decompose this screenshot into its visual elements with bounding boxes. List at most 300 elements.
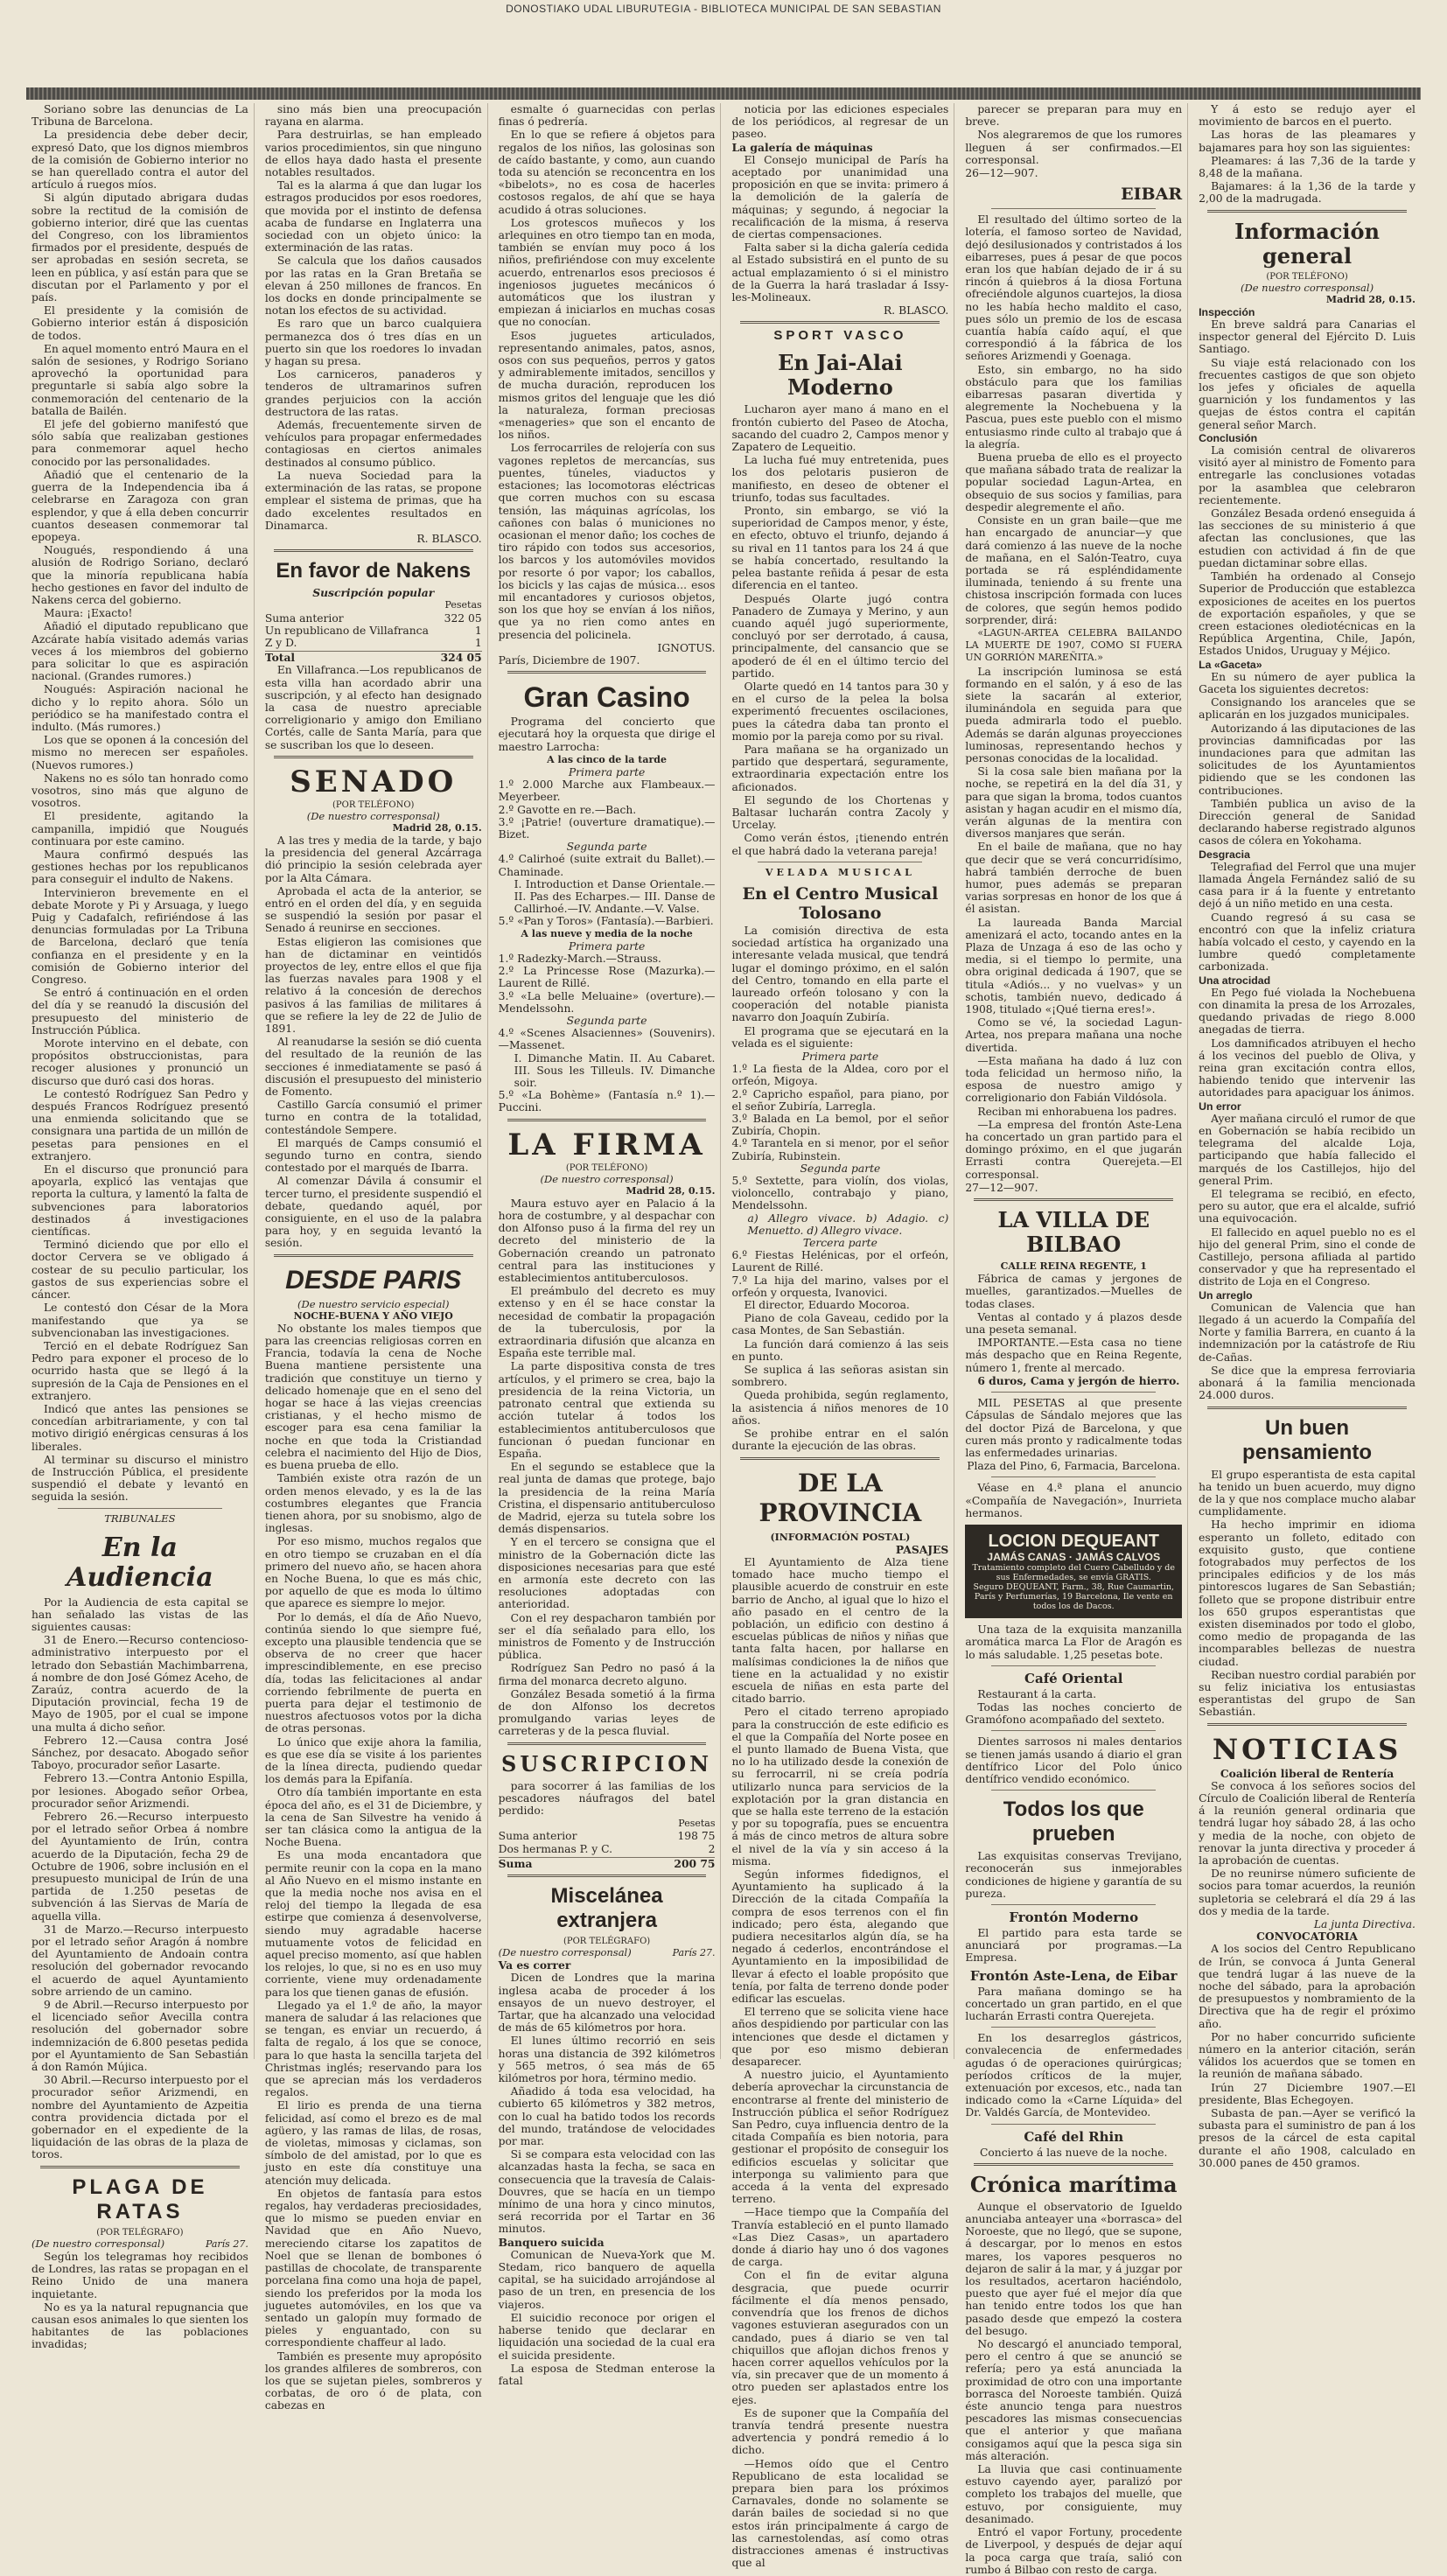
paragraph: Además, frecuentemente sirven de vehículos para propagar enfermedades contagiosas en ciertos animales destinados al consumo público. bbox=[264, 419, 482, 469]
paragraph: 6 duros, Cama y jergón de hierro. bbox=[977, 1373, 1180, 1387]
program-item: 4.º «Scenes Alsaciennes» (Souvenirs). —Massenet. bbox=[498, 1027, 716, 1052]
paragraph: Reciban nuestro cordial parabién por su feliz iniciativa los entusiastas esperantistas del grupo de San Sebastián. bbox=[1199, 1668, 1416, 1719]
paragraph: Lo único que exije ahora la familia, es que ese día se visite á los parientes de la línea directa, pudiendo quedar los demás para la Epifanía. bbox=[264, 1735, 482, 1786]
paragraph: Por eso mismo, muchos regalos que en otro tiempo se cruzaban en el día primero del nuevo año, se hacen ahora en Noche Buena, lo que es más chic, por aquello de que es moda lo último que aparece es siempre lo mejor. bbox=[264, 1535, 482, 1610]
correspondent-line: (De nuestro corresponsal) bbox=[540, 1172, 674, 1185]
paragraph: Falta saber si la dicha galería cedida al Estado subsistirá en el punto de su actual emplazamiento ó si el ministro de la Guerra la hará trasladar á Issy-les-Molineaux. bbox=[731, 241, 949, 304]
section-title-senado: SENADO bbox=[290, 764, 458, 799]
paragraph: noticia por las ediciones especiales de los periódicos, al regresar de un paseo. bbox=[731, 103, 949, 141]
paragraph: 9 de Abril.—Recurso interpuesto por el licenciado señor Avecilla contra resolución del gobernador sobre indemnización de 6.800 pesetas pedida por el Ayuntamiento de San Sebastián á don Ramón Mújica. bbox=[31, 1999, 248, 2074]
ad-title-cafe-oriental: Café Oriental bbox=[1024, 1670, 1123, 1686]
paragraph: El presidente, agitando la campanilla, impidió que Nougués continuara por este camino. bbox=[31, 810, 248, 848]
paragraph: La comisión central de olivareros visitó ayer al ministro de Fomento para entregarle las conclusiones votadas por la asamblea que celebraron recientemente. bbox=[1199, 444, 1416, 506]
paragraph: La comisión directiva de esta sociedad artística ha organizado una interesante velada musical, que tendrá lugar el domingo próximo, en el salón del Centro, tomando en ella parte el laureado orfeón tolosano y con la cooperación del notable pianista navarro don Joaquín Zubiría. bbox=[731, 924, 949, 1024]
paragraph: Consignando los aranceles que se aplicarán en los juzgados municipales. bbox=[1199, 696, 1416, 722]
paragraph: Los grotescos muñecos y los arlequines en otro tiempo tan en moda, también se envían muy poco á los niños, prefiriéndose con muy excelente acuerdo, entrenarlos esos preciosos é ingeniosos juguetes mecánicos ó automáticos que los ilustran y empiezan á iniciarlos en muchas cosas que no conocían. bbox=[498, 216, 716, 329]
paragraph: El suicidio reconoce por origen el haberse tenido que declarar en liquidación una sociedad de la cual era el suicida presidente. bbox=[498, 2311, 716, 2362]
paragraph: De no reunirse número suficiente de socios para tomar acuerdos, la reunión supletoria se celebrará el día 29 á las dos y media de la tarde. bbox=[1199, 1867, 1416, 1917]
program-part: Segunda parte bbox=[566, 841, 647, 854]
paragraph: Rodríguez San Pedro no pasó á la firma del monarca decreto alguno. bbox=[498, 1662, 716, 1687]
paragraph: Febrero 12.—Causa contra José Sánchez, por desacato. Abogado señor Taboyo, procurador señor Lasarte. bbox=[31, 1734, 248, 1772]
paragraph: También es presente muy apropósito los grandes alfileres de sombreros, con los que se sujetan pieles, sombreros y corbatas, de oro ó de plata, con cabezas en bbox=[264, 2349, 482, 2412]
paragraph: Programa del concierto que ejecutará hoy la orquesta que dirige el maestro Larrocha: bbox=[498, 716, 716, 753]
paragraph: Subasta de pan.—Ayer se verificó la subasta para el suministro de pan á los presos de la cárcel de esta capital durante el año 1908, calculado en 30.000 panes de 450 gramos. bbox=[1199, 2107, 1416, 2169]
paragraph: También existe otra razón de un orden menos elevado, y es la de las costumbres elegantes que Francia tienen ahora, por su snobismo, algo de inglesas. bbox=[264, 1472, 482, 1535]
divider bbox=[507, 1742, 707, 1745]
ad-locion-dequeant bbox=[965, 1525, 1182, 1618]
paragraph: Ayer mañana circuló el rumor de que en Gobernación se había recibido un telegrama del alcalde Loja, participando que había fallecido el marqués de los Castillejos, hijo del general Prim. bbox=[1199, 1112, 1416, 1187]
paragraph: La presidencia debe deber decir, expresó Dato, que los dignos miembros de la comisión de Gobierno interior no se han querellado contra el autor del artículo á ruegos míos. bbox=[31, 129, 248, 192]
divider bbox=[507, 1874, 707, 1877]
column-5 bbox=[960, 103, 1188, 2576]
paragraph: Por lo demás, el día de Año Nuevo, continúa siendo lo que siempre fué, excepto una plausible tendencia que se observa de no creer que hacer imprescindiblemente, en ese preciso día, todas las felicitaciones al andar corriendo febrilmente de puerta en puerta para dejar el testimonio de nuestros afectuosos votos por la dicha de otras personas. bbox=[264, 1610, 482, 1735]
paragraph: 31 de Enero.—Recurso contencioso-administrativo interpuesto por el letrado don Sebastián Machimbarrena, á nombre de don José Gómez Aceho, de Zaraúz, contra acuerdo de la Diputación provincial, fecha 19 de Mayo de 1905, por el cual se impone una multa á dicho señor. bbox=[31, 1634, 248, 1734]
program-item: 2.º Capricho español, para piano, por el señor Zubiría, Larregla. bbox=[731, 1087, 949, 1113]
divider bbox=[58, 1508, 222, 1509]
column-4 bbox=[726, 103, 954, 2570]
paragraph: Con el fin de evitar alguna desgracia, que puede ocurrir fácilmente el día menos pensado, convendría que los frenos de dichos vagones estuvieran asegurados con un candado, pues á diario se ven tal chiquillos que aflojan dichos frenos y hacen correr aquellos vehículos por la vía, sin precaver que de un momento á otro pueden ser aplastados entre los ejes. bbox=[731, 2269, 949, 2406]
dateline: Madrid 28, 0.15. bbox=[1325, 293, 1416, 305]
paragraph: Por la Audiencia de esta capital se han señalado las vistas de las siguientes causas: bbox=[31, 1595, 248, 1633]
paragraph: Febrero 26.—Recurso interpuesto por el letrado señor Orbea á nombre del Ayuntamiento de Irún, contra acuerdo de la Diputación, fecha 29 de Octubre de 1906, sobre inclusión en el presupuesto municipal de Irún de una partida de 1.250 pesetas de subvención á las Siervas de María de aquella villa. bbox=[31, 1811, 248, 1923]
paragraph: Añadió el diputado republicano que Azcárate había visitado además varias veces á los miembros del gobierno para solicitar lo que es aspiración nacional. (Grandes rumores.) bbox=[31, 620, 248, 683]
paragraph: Nougués: Aspiración nacional he dicho y lo repito ahora. Sólo un periódico se ha manifestado contra el indulto. (Más rumores.) bbox=[31, 683, 248, 733]
section-kicker: SPORT VASCO bbox=[773, 328, 907, 344]
paragraph: No es ya la natural repugnancia que causan esos animales lo que sienten los habitantes de las poblaciones invadidas; bbox=[31, 2300, 248, 2351]
program-part: Segunda parte bbox=[800, 1162, 881, 1175]
paragraph: Maura: ¡Exacto! bbox=[44, 607, 133, 620]
source-line: (POR TELÉFONO) bbox=[332, 799, 415, 810]
paragraph: Al reanudarse la sesión se dió cuenta del resultado de la reunión de las secciones é inmediatamente se pasó á discusión el presupuesto del ministerio de Fomento. bbox=[264, 1036, 482, 1099]
paragraph: En breve saldrá para Canarias el inspector general del Ejército D. Luis Santiago. bbox=[1199, 318, 1416, 356]
paragraph: Indicó que antes las pensiones se concedían arbitrariamente, y con tal motivo dirigió enérgicas censuras á los liberales. bbox=[31, 1402, 248, 1453]
ledger-value: 322 05 bbox=[444, 611, 482, 625]
column-header-pesetas: Pesetas bbox=[444, 599, 482, 611]
paragraph: Telegrafiad del Ferrol que una mujer llamada Ángela Fernández salió de su casa para ir á la fuente y entretanto dejó á un niño metido en una cesta. bbox=[1199, 860, 1416, 911]
paragraph: A los socios del Centro Republicano de Irún, se convoca á Junta General que tendrá lugar á las nueve de la noche del sábado, para la aprobación de presupuestos y nombramiento de la Directiva que ha de regir el próximo año. bbox=[1199, 1943, 1416, 2030]
paragraph: Esto, sin embargo, no ha sido obstáculo para que los familias eibarresas pasaran divertida y alegremente la Nochebuena y la Pascua, pues este pueblo con el mismo entusiasmo rinde culto al trabajo que á la alegría. bbox=[965, 363, 1183, 450]
paragraph: Se calcula que los daños causados por las ratas en la Gran Bretaña se elevan á 250 millones de francos. En los docks en donde principalmente se notan los efectos de su actividad. bbox=[264, 255, 482, 318]
subheading: La galería de máquinas bbox=[731, 140, 873, 154]
divider bbox=[1207, 210, 1407, 213]
section-title-miscelanea: Miscelánea extranjera bbox=[550, 1884, 663, 1932]
paragraph: No descargó el anunciado temporal, pero el centro á que se anunció se refería; pero ya está anunciada la proximidad de otro con una importante borrasca del Noroeste también. Quizá éste anuncio tenga para nuestros pescadores las mismas consecuencias que el anterior y que mañana consigamos aquí que la pesca siga sin más alteración. bbox=[965, 2338, 1183, 2462]
paragraph: Concierto á las nueve de la noche. bbox=[979, 2146, 1168, 2159]
paragraph: Castillo García consumió el primer turno en contra de la totalidad, contestándole Sempere. bbox=[264, 1099, 482, 1136]
paragraph: Una taza de la exquisita manzanilla aromática marca La Flor de Aragón es lo más saludable. 1,25 pesetas bote. bbox=[965, 1623, 1183, 1661]
paragraph: El grupo esperantista de esta capital ha tenido un buen acuerdo, muy digno de la y que nos complace mucho alabar cumplidamente. bbox=[1199, 1468, 1416, 1518]
paragraph: Le contestó don César de la Mora manifestando que ya se subvencionaban las investigaciones. bbox=[31, 1302, 248, 1339]
paragraph: Nos alegraremos de que los rumores lleguen á ser confirmados.—El corresponsal. bbox=[965, 129, 1183, 166]
paragraph: Dicen de Londres que la marina inglesa acaba de proceder á los ensayos de un nuevo destroyer, el Tartar, que ha alcanzado una velocidad de más de 65 kilómetros por hora. bbox=[498, 1972, 716, 2035]
ledger-label: Suma anterior bbox=[264, 611, 344, 625]
divider bbox=[1207, 1723, 1407, 1726]
column-6 bbox=[1193, 103, 1421, 2169]
paragraph: El jefe del gobierno manifestó que sólo sabía que realizaban gestiones para conmemorar aquel hecho conocido por las personalidades. bbox=[31, 418, 248, 468]
section-title-plaga: PLAGA DE RATAS bbox=[72, 2175, 208, 2223]
paragraph: En los desarreglos gástricos, convalecencia de enfermedades agudas ó de operaciones quirúrgicas; períodos críticos de la mujer, extenuación por excesos, etc., nada tan indicado como la «Carne Líquida» del Dr. Valdés García, de Montevideo. bbox=[965, 2032, 1183, 2119]
paragraph: Plaza del Pino, 6, Farmacia, Barcelona. bbox=[967, 1460, 1181, 1473]
paragraph: Después Olarte jugó contra Panadero de Zumaya y Merino, y aun cuando aquél jugó superiormente, concluyó por ser derrotado, á causa, principalmente, del cansancio que se apoderó de él en el último tercio del partido. bbox=[731, 592, 949, 680]
paragraph: El partido para esta tarde se anunciará por programas.—La Empresa. bbox=[965, 1926, 1183, 1965]
program-item: 5.º Sextette, para violín, dos violas, violoncello, contrabajo y piano, Mendelssohn. bbox=[731, 1175, 949, 1212]
paragraph: Se suplica á las señoras asistan sin sombrero. bbox=[731, 1364, 949, 1389]
paragraph: Nougués, respondiendo á una alusión de Rodrigo Soriano, declaró que la minoría republicana había hecho gestiones en favor del indulto de Nakens cerca del gobierno. bbox=[31, 544, 248, 606]
program-part: Primera parte bbox=[801, 1051, 879, 1063]
paragraph: Llegado ya el 1.º de año, la mayor manera de saludar á las relaciones que se tengan, es enviar un recuerdo, á falta de regalo, á los que se conoce, para lo que hasta la sencilla tarjeta del Christmas inglés; reservando para los que se aprecian más los verdaderos regalos. bbox=[264, 1999, 482, 2099]
program-item: 5.º «Pan y Toros» (Fantasía).—Barbieri. bbox=[498, 915, 714, 928]
divider bbox=[274, 1254, 473, 1257]
column-header-pesetas: Pesetas bbox=[678, 1818, 716, 1830]
ad-text: Tratamiento completo del Cuero Cabelludo y de sus Enfermedades, se envía GRATIS. bbox=[972, 1563, 1175, 1583]
program-item: 3.º «La belle Meluaine» (overture).— Mendelssohn. bbox=[498, 989, 716, 1015]
paragraph: sino más bien una preocupación rayana en alarma. bbox=[264, 103, 482, 129]
paragraph: Lucharon ayer mano á mano en el frontón cubierto del Paseo de Atocha, sacando del cuadro 2, Campos menor y Zapatero de Lequeitio. bbox=[731, 403, 949, 454]
paragraph: En aquel momento entró Maura en el salón de sesiones, y Rodrigo Soriano aprovechó la oportunidad para preguntarle si sabía algo sobre la conmemoración del centenario de la batalla de Bailén. bbox=[31, 342, 248, 417]
ad-headline: LOCION DEQUEANT bbox=[988, 1531, 1159, 1551]
paragraph: Como se vé, la sociedad Lagun-Artea, nos prepara mañana una noche divertida. bbox=[965, 1016, 1183, 1054]
divider bbox=[991, 2027, 1156, 2028]
section-title-audiencia: En la Audiencia bbox=[66, 1532, 213, 1593]
paragraph: La laureada Banda Marcial amenizará el acto, tocando antes en la Plaza de Unzaga á eso de las ocho y media, si el tiempo lo permite, una obra original dedicada á 1907, que se titula «Adiós... y no vuelvas» y un schotis, también nuevo, dedicado á 1908, titulado «¡Qué tierna eres!». bbox=[965, 916, 1183, 1016]
divider bbox=[1207, 1407, 1407, 1409]
paragraph: para socorrer á las familias de los pescadores náufragos del batel perdido: bbox=[498, 1779, 716, 1817]
paragraph: esmalte ó guarnecidas con perlas finas ó pedrería. bbox=[498, 103, 716, 129]
paragraph: Maura confirmó después las gestiones hechas por los republicanos para conseguir el indulto de Nakens. bbox=[31, 848, 248, 886]
paragraph: Restaurant á la carta. bbox=[977, 1687, 1097, 1700]
dateline: Madrid 28, 0.15. bbox=[392, 821, 482, 834]
paragraph: La lluvia que casi continuamente estuvo cayendo ayer, paralizó por completo los trabajos del muelle, que estuvo, por consiguiente, muy desanimado. bbox=[965, 2463, 1183, 2525]
ad-title-villa-bilbao: LA VILLA DE BILBAO bbox=[997, 1207, 1150, 1258]
paragraph: Tal es la alarma á que dan lugar los estragos producidos por esos roedores, que movida por el instinto de defensa acaba de fundarse en Inglaterra una sociedad con un objeto único: la exterminación de las ratas. bbox=[264, 179, 482, 255]
paragraph: En Villafranca.—Los republicanos de esta villa han acordado abrir una suscripción, y al efecto han designado la casa de nuestro apreciable correligionario y amigo don Emiliano Cortés, calle de Santa María, para que se suscriban los que lo deseen. bbox=[264, 664, 482, 751]
paragraph: Es de suponer que la Compañía del tranvía tendrá presente nuestra advertencia y pondrá remedio á lo dicho. bbox=[731, 2406, 949, 2457]
ledger-value: 324 05 bbox=[440, 651, 482, 665]
paragraph: Los ferrocarriles de relojería con sus vagones repletos de mercancías, sus puentes, túneles, viaductos y estaciones; las locomotoras eléctricas que corren muchos con su escasa tensión, las máquinas agrícolas, los cañones con balas ó municiones no ocasionan el menor daño; los coches de tiro rápido con todos sus accesorios, los barcos y los automóviles movidos por resorte ó por vapor; los caballos, los bicicls y las cajas de música... esos mil encantadores y curiosos objetos, son los que hoy se envían á los niños, que ya no rien como antes en presencia del policinela. bbox=[498, 442, 716, 641]
paragraph: El resultado del último sorteo de la lotería, el famoso sorteo de Navidad, dejó desilusionados y contristados á los eibarreses, pues á pesar de que pocos eran los que habían dejado de ir á su rincón á quiebros á la diosa Fortuna ofreciéndole algunos cuartejos, la diosa no les había hecho maldito el caso, pues sólo un premio de los de escasa cuantía había caído aquí, el que correspondió á la fábrica de los señores Arizmendi y Goenaga. bbox=[965, 213, 1183, 363]
paragraph: Maura estuvo ayer en Palacio á la hora de costumbre, y al despachar con don Alfonso puso á la firma del rey un decreto del ministerio de la Gobernación creando un patronato central para las instituciones y establecimientos antituberculosos. bbox=[498, 1197, 716, 1285]
program-heading: A las cinco de la tarde bbox=[547, 753, 667, 765]
paragraph: —Esta mañana ha dado á luz con toda felicidad un hermoso niño, la esposa de nuestro amigo y correligionario don Fabián Vildósola. bbox=[965, 1054, 1183, 1105]
ledger-row bbox=[265, 612, 482, 625]
section-title-informacion-general: Información general bbox=[1234, 218, 1380, 269]
program-item: 2.º La Princesse Rose (Mazurka).— Laurent de Rillé. bbox=[498, 965, 716, 990]
source-line: (POR TELÉFONO) bbox=[1266, 271, 1348, 282]
paragraph: —Hemos oído que el Centro Republicano de esta localidad se prepara bien para los próximos Carnavales, donde no solamente se darán bailes de sociedad si no que estos irán principalmente á cargo de las carnestolendas, así como otras distracciones amenas é instructivas que al bbox=[731, 2457, 949, 2570]
paragraph: Para destruirlas, se han empleado varios procedimientos, sin que ninguno de ellos haya dado hasta el presente notables resultados. bbox=[264, 129, 482, 179]
paragraph: Estas eligieron las comisiones que han de dictaminar en veintidós proyectos de ley, entre ellos el que fija las fuerzas navales para 1908 y el relativo á la concesión de derechos pasivos á las familias de militares á que se refiere la ley de 22 de Julio de 1891. bbox=[264, 935, 482, 1035]
paragraph: El Ayuntamiento de Alza tiene tomado hace mucho tiempo el plausible acuerdo de construir en este barrio de Ancho, al igual que lo hizo el año pasado en el centro de la población, un edificio con destino á escuelas públicas de niños y niñas que tanta falta hacen, por hallarse en malísimas condiciones la de niños que tiene en la actualidad y no existir escuela de niñas en esta parte del citado barrio. bbox=[731, 1555, 949, 1706]
divider bbox=[974, 2163, 1173, 2166]
paragraph: 31 de Marzo.—Recurso interpuesto por el letrado señor Aragón á nombre del Ayuntamiento de Andoain contra resolución del gobernador revocando el acuerdo de aquel Ayuntamiento sobre arriendo de un camino. bbox=[31, 1923, 248, 1998]
ledger-label: Suma bbox=[498, 1856, 533, 1870]
ad-title-fronton-aste-lena: Frontón Aste-Lena, de Eibar bbox=[969, 1967, 1178, 1984]
paragraph: Ha hecho imprimir en idioma esperanto un folleto, editado con exquisito gusto, que contiene fotograbados muy perfectos de los principales edificios y de los más pintorescos lugares de San Sebastián; folleto que se propone distribuir entre los 650 grupos esperantistas que existen diseminados por todo el globo, como medio de propaganda de las incomparables bellezas de nuestra ciudad. bbox=[1199, 1518, 1416, 1668]
ledger-row bbox=[265, 625, 482, 637]
program-subitems: I. Introduction et Danse Orientale.—II. Pas des Echarpes.— III. Danse de Callirhoé.—IV. Andante.—V. Valse. bbox=[514, 877, 716, 916]
paragraph: La lucha fué muy entretenida, pues los dos pelotaris pusieron de manifiesto, en deseo de obtener el triunfo, todas sus facultades. bbox=[731, 454, 949, 504]
paragraph: Intervinieron brevemente en el debate Morote y Pi y Arsuaga, y luego Puig y Cadafalch, refiriéndose á las denuncias formuladas por La Tribuna de Barcelona, declaró que tenía confianza en el presidente y en la comisión de Gobierno interior del Congreso. bbox=[31, 886, 248, 987]
signature: IGNOTUS. bbox=[657, 641, 716, 654]
paragraph: Aunque el observatorio de Igueldo anunciaba anteayer una «borrasca» del Noroeste, que no llegó, que se supone, á descargar, por lo menos en estos mares, los vapores pesqueros no dejaron de salir á la mar, y á juzgar por los resultados, acertaron haciéndolo, puesto que ayer fué el mejor día que han tenido entre todos los que han pasado desde que empezó la costera del besugo. bbox=[965, 2200, 1183, 2337]
paragraph: Dientes sarrosos ni males dentarios se tienen jamás usando á diario el gran dentífrico Licor del Polo único dentífrico vendido económico. bbox=[965, 1735, 1183, 1785]
paragraph: Autorizando á las diputaciones de las provincias damnificadas por las inundaciones para que admitan las solicitudes de los Ayuntamientos pidiendo que se les condonen las contribuciones. bbox=[1199, 722, 1416, 797]
correspondent-line: (De nuestro corresponsal) bbox=[498, 1946, 632, 1958]
paragraph: Nakens no es sólo tan honrado como vosotros, sino más que alguno de vosotros. bbox=[31, 771, 248, 810]
paragraph: 30 Abril.—Recurso interpuesto por el procurador señor Arizmendi, en nombre del Ayuntamiento de Azpeitia contra providencia dictada por el gobernador en el expediente de la liquidación de las obras de la plaza de toros. bbox=[31, 2074, 248, 2161]
dateline: 26—12—907. bbox=[965, 167, 1038, 180]
paragraph: Otro día también importante en esta época del año, es el 31 de Diciembre, y la cena de San Silvestre ha venido á ser tan clásica como la antigua de la Noche Buena. bbox=[264, 1786, 482, 1849]
ledger-row bbox=[265, 637, 482, 649]
program-item: 1.º Radezky-March.—Strauss. bbox=[498, 953, 661, 965]
section-title-paris: DESDE PARIS bbox=[285, 1265, 462, 1295]
paragraph: El telegrama se recibió, en efecto, pero su autor, que era el alcalde, sufrió una equivocación. bbox=[1199, 1188, 1416, 1225]
section-title-eibar: EIBAR bbox=[1121, 185, 1183, 205]
paragraph: Al comenzar Dávila á consumir el tercer turno, el presidente suspendió el debate, quedando aquél, por consiguiente, en el uso de la palabra para hoy, y en seguida levantó la sesión. bbox=[264, 1175, 482, 1250]
paragraph: Terminó diciendo que por ello el doctor Cervera se ve obligado á costear de su peculio particular, los gastos de sus experiencias sobre el cáncer. bbox=[31, 1239, 248, 1302]
dateline: París, Diciembre de 1907. bbox=[498, 653, 640, 667]
divider bbox=[991, 1392, 1156, 1393]
program-part: Primera parte bbox=[568, 939, 646, 953]
section-title-centro-musical: En el Centro Musical Tolosano bbox=[742, 883, 939, 923]
paragraph: Se entró á continuación en el orden del día y se reanudó la discusión del presupuesto del ministerio de Instrucción Pública. bbox=[31, 987, 248, 1037]
paragraph: Se convoca á los señores socios del Círculo de Coalición liberal de Rentería á la reunión general ordinaria que tendrá lugar hoy sábado 28, á las ocho y media de la noche, con objeto de renovar la junta directiva y proceder á la aprobación de cuentas. bbox=[1199, 1779, 1416, 1867]
subheading: Conclusión bbox=[1199, 431, 1258, 444]
divider bbox=[274, 549, 473, 552]
paragraph: Buena prueba de ello es el proyecto que mañana sábado trata de realizar la popular sociedad Lagun-Artea, en obsequio de sus socios y familias, para despedir alegremente el año. bbox=[965, 451, 1183, 513]
divider bbox=[507, 671, 707, 674]
paragraph: En Pego fué violada la Nochebuena con dinamita la presa de los Arrozales, quedando privadas de riego 8.000 anegadas de tierra. bbox=[1199, 986, 1416, 1037]
paragraph: Los carniceros, panaderos y tenderos de ultramarinos sufren grandes perjuicios con la acción destructora de las ratas. bbox=[264, 368, 482, 418]
paragraph: Y en el tercero se consigna que el ministro de la Gobernación dicte las disposiciones necesarias para que esté en armonía este decreto con las resoluciones adoptadas con anterioridad. bbox=[498, 1536, 716, 1611]
ledger-row bbox=[499, 1830, 716, 1842]
ledger-label: Suma anterior bbox=[498, 1830, 577, 1843]
section-kicker: TRIBUNALES bbox=[104, 1511, 176, 1525]
section-title-buen-pensamiento: Un buen pensamiento bbox=[1242, 1415, 1373, 1464]
program-subitems: I. Dimanche Matin. II. Au Cabaret. III. Sous les Tilleuls. IV. Dimanche soir. bbox=[514, 1051, 716, 1090]
section-title-suscripcion: SUSCRIPCION bbox=[501, 1750, 713, 1777]
paragraph: Morote intervino en el debate, con propósitos obstruccionistas, para recoger alusiones y pronunció un discurso que duró casi dos horas. bbox=[31, 1037, 248, 1087]
paragraph: Comunican de Valencia que han llegado á un acuerdo la Compañía del Norte y familia Barrera, en cuanto á la indemnización por la catástrofe de Riu de-Cañas. bbox=[1199, 1301, 1416, 1364]
paragraph: Febrero 13.—Contra Antonio Espilla, por lesiones. Abogado señor Orbea, procurador señor Arizmendi. bbox=[31, 1772, 248, 1810]
ledger-label: Un republicano de Villafranca bbox=[264, 624, 429, 637]
divider bbox=[991, 208, 1156, 209]
paragraph: Fábrica de camas y jergones de muelles, garantizados.—Muelles de todas clases. bbox=[965, 1273, 1183, 1310]
subheading: Va es correr bbox=[498, 1958, 571, 1972]
paragraph: —La empresa del frontón Aste-Lena ha concertado un gran partido para el domingo próximo, en el que jugarán Errasti contra Querejeta.—El corresponsal. bbox=[965, 1118, 1183, 1181]
paragraph: Bajamares: á la 1,36 de la tarde y 2,00 de la madrugada. bbox=[1199, 180, 1416, 206]
paragraph: parecer se preparan para muy en breve. bbox=[965, 103, 1183, 129]
paragraph: Se dice que la empresa ferroviaria abonará á la familia mencionada 24.000 duros. bbox=[1199, 1364, 1416, 1402]
divider bbox=[991, 1476, 1156, 1477]
paragraph: Queda prohibida, según reglamento, la asistencia á niños menores de 10 años. bbox=[731, 1389, 949, 1427]
paragraph: También ha ordenado al Consejo Superior de Producción que establezca exposiciones de aceites en los puertos de exportación españoles, y que se creen estaciones olediotécnicas en la República Argentina, Chile, Japón, Estados Unidos, Uruguay y Méjico. bbox=[1199, 570, 1416, 658]
program-part: Tercera parte bbox=[802, 1237, 877, 1250]
paragraph: También publica un aviso de la Dirección general de Sanidad declarando haberse registrado algunos casos de cólera en Yokohama. bbox=[1199, 797, 1416, 848]
paragraph: Al terminar su discurso el ministro de Instrucción Pública, el presidente suspendió el debate y levantó en seguida la sesión. bbox=[31, 1453, 248, 1504]
program-item: 7.º La hija del marino, valses por el orfeón y orquesta, Ivanovici. bbox=[731, 1274, 949, 1299]
paragraph: Por no haber concurrido suficiente número en la anterior citación, serán válidos los acuerdos que se tomen en la reunión de mañana sábado. bbox=[1199, 2030, 1416, 2081]
source-line: (POR TELÉGRAFO) bbox=[96, 2227, 184, 2237]
dateline: París 27. bbox=[205, 2237, 248, 2250]
paragraph: Terció en el debate Rodríguez San Pedro para exponer el proceso de lo ocurrido hasta que se llegó á la supresión de la Caja de Pensiones en el extranjero. bbox=[31, 1339, 248, 1402]
correspondent-line: (De nuestro corresponsal) bbox=[1241, 281, 1374, 294]
divider bbox=[274, 756, 473, 758]
paragraph: Soriano sobre las denuncias de La Tribuna de Barcelona. bbox=[31, 103, 248, 129]
paragraph: Los damnificados atribuyen el hecho á los vecinos del pueblo de Oliva, y reina gran excitación contra ellos, habiendo tenido que intervenir las autoridades para apaciguar los ánimos. bbox=[1199, 1037, 1416, 1100]
paragraph: El presidente y la comisión de Gobierno interior están á disposición de todos. bbox=[31, 304, 248, 342]
paragraph: Es una moda encantadora que permite reunir con la copa en la mano al Año Nuevo en el mismo instante en que la media noche nos avisa en el reloj del tiempo la llegada de esa estirpe que comienza á desenvolverse, siendo muy agradable hacerse mutuamente votos de felicidad en aquel preciso momento, así que hablen los relojes, lo que, si no es en uso muy corriente, viene muy ordenadamente para los que tienen ganas de efusión. bbox=[264, 1849, 482, 1999]
program-item: 5.º «La Bohème» (Fantasía n.º 1).— Puccini. bbox=[498, 1089, 716, 1114]
paragraph: Pero el citado terreno apropiado para la construcción de este edificio es el que la Compañía del Norte posee en el punto llamado de Buena Vista, que no lo ha utilizado desde la conexión de su ferrocarril, ni se creía podría utilizarlo nunca para servicios de la explotación por la gran distancia en que se halla este terreno de la estación y por su topografía, pues se encuentra á más de cinco metros de altura sobre el nivel de la vía y sin acceso á la misma. bbox=[731, 1706, 949, 1867]
paragraph: Si algún diputado abrigara dudas sobre la rectitud de la comisión de gobierno interior, diré que las cuentas del Congreso, con los libramientos firmados por el presidente, después de ser aprobadas en sesión secreta, se leen en pública, y así están para que se discutan por el Parlamento y por el país. bbox=[31, 192, 248, 304]
paragraph: Le contestó Rodríguez San Pedro y después Francos Rodríguez presentó una enmienda solicitando que se consignara una partida de un millón de pesetas para pensiones en el extranjero. bbox=[31, 1087, 248, 1162]
paragraph: Para mañana domingo se ha concertado un gran partido, en el que lucharán Errasti contra Querejeta. bbox=[965, 1985, 1183, 2022]
paragraph: Ventas al contado y á plazos desde una peseta semanal. bbox=[965, 1310, 1183, 1337]
subheading: Un error bbox=[1199, 1100, 1241, 1113]
paragraph: Para mañana se ha organizado un partido que despertará, seguramente, extraordinaria expectación entre los aficionados. bbox=[731, 743, 949, 793]
ledger-row bbox=[499, 1843, 716, 1855]
paragraph: Añadió que el centenario de la guerra de la Independencia iba á celebrarse en Zaragoza con gran esplendor, y que á ella deben concurrir cuantos deseasen conmemorar tal epopeya. bbox=[31, 468, 248, 543]
paragraph: Irún 27 Diciembre 1907.—El presidente, Blas Echegoyen. bbox=[1199, 2081, 1416, 2106]
paragraph: No obstante los males tiempos que para las creencias religiosas corren en Francia, todavía la cena de Noche Buena mantiene persistente una tradición que constituye un tierno y delicado homenaje que en el seno del hogar se hace á las viejas creencias cristianas, y el hecho mismo de escoger para esa cena familiar la noche en que toda la Cristiandad celebra el nacimiento del Hijo de Dios, es buena prueba de ello. bbox=[264, 1322, 482, 1472]
paragraph: Como verán éstos, ¡tienendo entrén el que habrá dado la veterana pareja! bbox=[731, 832, 949, 857]
paragraph: «LAGUN-ARTEA CELEBRA BAILANDO LA MUERTE DE 1907, COMO SI FUERA UN GORRIÓN MAREÑITA.» bbox=[965, 626, 1183, 664]
ledger-total bbox=[265, 651, 482, 664]
subheading: Una atrocidad bbox=[1199, 974, 1271, 987]
divider bbox=[40, 2166, 240, 2168]
divider bbox=[507, 1119, 707, 1121]
divider bbox=[991, 2124, 1156, 2125]
paragraph: Los que se oponen á la concesión del mismo no merecen ser españoles. (Nuevos rumores.) bbox=[31, 734, 248, 771]
ledger-label: Total bbox=[264, 651, 296, 665]
program-item: 4.º Calirhoé (suite extrait du Ballet).— Chaminade. bbox=[498, 853, 716, 878]
section-title-noticias: NOTICIAS bbox=[1212, 1732, 1402, 1766]
paragraph: González Besada sometió á la firma de don Alfonso los decretos promulgando varias leyes de carreteras y de la pesca fluvial. bbox=[498, 1687, 716, 1738]
subheading: Coalición liberal de Rentería bbox=[1220, 1766, 1395, 1780]
paragraph: Véase en 4.ª plana el anuncio «Compañía de Navegación», Inurrieta hermanos. bbox=[965, 1482, 1183, 1519]
source-line: (De nuestro servicio especial) bbox=[297, 1297, 450, 1310]
program-part: Segunda parte bbox=[566, 1015, 647, 1028]
section-title-cronica-maritima: Crónica marítima bbox=[969, 2171, 1178, 2197]
paragraph: Según informes fidedignos, el Ayuntamiento ha suplicado á la Dirección de la citada Compañía la compra de esos terrenos con el fin indicado; pero ésta, alegando que pudiera necesitarlos algún día, se ha negado á cederlos, encontrándose el Ayuntamiento en la imposibilidad de llevar á efecto el loable propósito que tenía, por falta de terreno donde poder edificar las escuelas. bbox=[731, 1867, 949, 2006]
program-heading: A las nueve y media de la noche bbox=[521, 927, 693, 939]
column-2 bbox=[260, 103, 488, 2412]
paragraph: Consiste en un gran baile—que me han encargado de anunciar—y que dará comienzo á las nueve de la noche de mañana, en el Salón-Teatro, cuya portada se rá espléndidamente iluminada, teniendo á su frente una chistosa inscripción formada con luces de colores, que según hemos podido sorprender, dirá: bbox=[965, 514, 1183, 626]
section-title-jai-alai: En Jai-Alai Moderno bbox=[778, 350, 903, 401]
paragraph: Cuando regresó á su casa se encontró con que la infeliz criatura había volcado el cesto, y cayendo en la lumbre quedó completamente carbonizada. bbox=[1199, 911, 1416, 974]
paragraph: En su número de ayer publica la Gaceta los siguientes decretos: bbox=[1199, 670, 1416, 695]
subheading: Un arreglo bbox=[1199, 1288, 1253, 1302]
signature: R. BLASCO. bbox=[884, 304, 949, 318]
divider bbox=[991, 1665, 1156, 1666]
paragraph: El director, Eduardo Mocoroa. bbox=[744, 1299, 910, 1312]
ledger-value: 2 bbox=[708, 1842, 716, 1855]
ledger-value: 1 bbox=[474, 624, 482, 637]
paragraph: Esos juguetes articulados, representando animales, patos, asnos, osos con sus pequeños, perros y gatos y admirablemente imitados, sencillos y de mucha duración, reproducen los mismos gritos del lenguaje que les dió la naturaleza, forman preciosas «menageries» que son el encanto de los niños. bbox=[498, 329, 716, 442]
paragraph: Pleamares: á las 7,36 de la tarde y 8,48 de la mañana. bbox=[1199, 154, 1416, 180]
paragraph: Piano de cola Gaveau, cedido por la casa Montes, de San Sebastián. bbox=[731, 1312, 949, 1337]
subheading: Desgracia bbox=[1199, 848, 1250, 861]
ledger-value: 1 bbox=[474, 636, 482, 649]
paragraph: El Consejo municipal de París ha aceptado por unanimidad una proposición en que se invita: primero á la demolición de la galería de máquinas; y segundo, á negociar la recalificación de la misma, á reserva de ciertas compensaciones. bbox=[731, 153, 949, 241]
divider bbox=[991, 1730, 1156, 1731]
paragraph: El lunes último recorrió en seis horas una distancia de 392 kilómetros y 565 metros, ó sea más de 65 kilómetros por hora, término medio. bbox=[498, 2035, 716, 2085]
paragraph: A las tres y media de la tarde, y bajo la presidencia del general Azcárraga dió principio la sesión celebrada ayer por la Alta Cámara. bbox=[264, 834, 482, 884]
ledger-value: 198 75 bbox=[677, 1830, 716, 1843]
paragraph: A nuestro juicio, el Ayuntamiento debería aprovechar la circunstancia de encontrarse al frente del ministerio de Instrucción pública el señor Rodríguez San Pedro, cuya influencia dentro de la citada Compañía es bien notoria, para gestionar el propósito de conseguir los edificios escuelas y solicitar que interponga su valimiento para que acceda á la venta del expresado terreno. bbox=[731, 2069, 949, 2206]
paragraph: En el baile de mañana, que no hay que decir que se verá concurridísimo, habrá también derroche de buen humor, pues además se preparan varias sorpresas en honor de los que á él asistan. bbox=[965, 841, 1183, 916]
ledger-value: 200 75 bbox=[674, 1856, 716, 1870]
paragraph: El programa que se ejecutará en la velada es el siguiente: bbox=[731, 1024, 949, 1050]
paragraph: El segundo de los Chortenas y Baltasar lucharán contra Zacoly y Urcelay. bbox=[731, 793, 949, 832]
section-title-firma: LA FIRMA bbox=[507, 1127, 706, 1162]
source-line: (POR TELÉGRAFO) bbox=[563, 1937, 651, 1946]
paragraph: Según los telegramas hoy recibidos de Londres, las ratas se propagan en el Reino Unido de una manera inquietante. bbox=[31, 2250, 248, 2300]
program-item: 3.º Balada en La bemol, por el señor Zubiría, Chopin. bbox=[731, 1113, 949, 1138]
ad-title-fronton-moderno: Frontón Moderno bbox=[1009, 1909, 1139, 1925]
program-item: 2.º Gavotte en re.—Bach. bbox=[498, 803, 637, 816]
section-subtitle: Suscripción popular bbox=[312, 586, 435, 600]
paragraph: Comunican de Nueva-York que M. Stedam, rico banquero de aquella capital, se ha suicidado arrojándose al paso de un tren, en presencia de los viajeros. bbox=[498, 2248, 716, 2311]
paragraph: MIL PESETAS al que presente Cápsulas de Sándalo mejores que las del doctor Pizá de Barcelona, y que curen más pronto y radicalmente todas las enfermedades urinarias. bbox=[965, 1397, 1183, 1459]
paragraph: Se prohibe entrar en el salón durante la ejecución de las obras. bbox=[731, 1428, 949, 1453]
paragraph: En el discurso que pronunció para apoyarla, explicó las ventajas que reporta la cultura, y lamentó la falta de subvenciones para laboratorios destinados á investigaciones científicas. bbox=[31, 1163, 248, 1239]
section-title-nakens: En favor de Nakens bbox=[276, 559, 472, 583]
section-title-casino: Gran Casino bbox=[523, 681, 690, 714]
paragraph: Pronto, sin embargo, se vió la superioridad de Campos menor, y éste, en efecto, obtuvo el triunfo, dejando á su rival en 11 tantos para los 24 á que se había concertado, resultando la pelea bastante reñida á pesar de esta diferencia en el tanteo. bbox=[731, 505, 949, 592]
paragraph: La esposa de Stedman enterose la fatal bbox=[498, 2362, 716, 2387]
subheading: CONVOCATORIA bbox=[1256, 1930, 1358, 1944]
paragraph: El terreno que se solicita viene hace años despidiendo por particular con las intenciones que desde el dictamen y que por eso mismo debieran desaparecer. bbox=[731, 2006, 949, 2069]
ad-text: Seguro DEQUEANT, Farm., 38, Rue Caumartin, París y Perfumerías, 19 Barcelona, Ile vente en todos los de Dacos. bbox=[973, 1582, 1175, 1612]
paragraph: Si la cosa sale bien mañana por la noche, se repetirá en la del día 31, y para que sigan la broma, todos cuantos asistan y hagan acudir en el mismo día, verán algunas de la mentira con diversos manjares que serán. bbox=[965, 765, 1183, 841]
subheading: Inspección bbox=[1199, 305, 1255, 318]
paragraph: Su viaje está relacionado con los frecuentes castigos de que son objeto los jefes y oficiales de aquella guarnición y los fundamentos y las quejas de éstos contra el capitán general señor March. bbox=[1199, 356, 1416, 431]
program-item: 4.º Tarantela en si menor, por el señor Zubiría, Rubinstein. bbox=[731, 1137, 949, 1162]
ad-address: CALLE REINA REGENTE, 1 bbox=[1000, 1260, 1147, 1273]
program-item: 6.º Fiestas Helénicas, por el orfeón, Laurent de Rillé. bbox=[731, 1249, 949, 1274]
paragraph: IMPORTANTE.—Esta casa no tiene más despacho que en Reina Regente, número 1, frente al mercado. bbox=[965, 1337, 1183, 1374]
paragraph: La función dará comienzo á las seis en punto. bbox=[731, 1337, 949, 1363]
divider bbox=[740, 1457, 940, 1460]
paragraph: Reciban mi enhorabuena los padres. bbox=[977, 1105, 1178, 1118]
paragraph: Y á esto se redujo ayer el movimiento de barcos en el puerto. bbox=[1199, 103, 1416, 129]
program-item: 3.º ¡Patrie! (ouverture dramatique).— Bizet. bbox=[498, 815, 716, 841]
paragraph: González Besada ordenó enseguida á las secciones de su ministerio á que afectan las conclusiones, que las estudien con actividad á fin de que puedan dictaminar sobre ellas. bbox=[1199, 507, 1416, 569]
source-line: (INFORMACIÓN POSTAL) bbox=[770, 1531, 911, 1543]
ledger-label: Z y D. bbox=[264, 636, 297, 649]
paragraph: Es raro que un barco cualquiera permanezca dos ó tres días en un puerto sin que los roedores lo invadan y hagan su presa. bbox=[264, 318, 482, 368]
paragraph: Aprobada el acta de la anterior, se entró en el orden del día, y en seguida se suspendió la sesión por pasar el Senado á reunirse en secciones. bbox=[264, 884, 482, 935]
paragraph: En objetos de fantasía para estos regalos, hay verdaderas preciosidades, que lo mismo se pueden enviar en Navidad que en Año Nuevo, mereciendo citarse los zapatitos de Noel que se llenan de bombones ó pastillas de chocolate, de transparente porcelana fina como una hoja de papel, siendo los preferidos por la moda los juguetes automóviles, en los que va sentado un galopín muy formado de pieles y enguantado, con su correspondiente chaffeur al lado. bbox=[264, 2187, 482, 2349]
program-item: 1.º La fiesta de la Aldea, coro por el orfeón, Migoya. bbox=[731, 1063, 949, 1088]
paragraph: Las horas de las pleamares y bajamares para hoy son las siguientes: bbox=[1199, 129, 1416, 154]
correspondent-line: (De nuestro corresponsal) bbox=[306, 809, 440, 822]
paragraph: En el segundo se establece que la real junta de damas que protege, bajo la presidencia de la reina María Cristina, el dispensario antituberculoso de Madrid, ejerza su tutela sobre los demás dispensarios. bbox=[498, 1461, 716, 1536]
paragraph: La inscripción luminosa se está formando en el salón, y á eso de las siete la sacarán al exterior, iluminándola en seguida para que pueda admirarla todo el pueblo. Además se darán algunas proyecciones luminosas, representando hechos y personas conocidas de la localidad. bbox=[965, 665, 1183, 764]
paragraph: Todas las noches concierto de Gramófono acompañado del sexteto. bbox=[965, 1700, 1183, 1727]
paragraph: El marqués de Camps consumió el segundo turno en contra, siendo contestado por el marqués de Ibarra. bbox=[264, 1136, 482, 1175]
paragraph: La nueva Sociedad para la exterminación de las ratas, se propone emplear el sistema de primas, que ha dado excelentes resultados en Dinamarca. bbox=[264, 469, 482, 532]
section-subtitle: NOCHE-BUENA Y AÑO VIEJO bbox=[293, 1309, 453, 1322]
program-part: Primera parte bbox=[568, 765, 646, 778]
dateline: PASAJES bbox=[895, 1542, 949, 1556]
signature: R. BLASCO. bbox=[416, 532, 482, 545]
source-line: (POR TELÉFONO) bbox=[565, 1162, 648, 1173]
divider bbox=[991, 1790, 1156, 1791]
paragraph: Entró el vapor Fortuny, procedente de Liverpool, y después de dejar aquí la poca carga que traía, salió con rumbo á Bilbao con resto de carga. bbox=[965, 2526, 1183, 2576]
